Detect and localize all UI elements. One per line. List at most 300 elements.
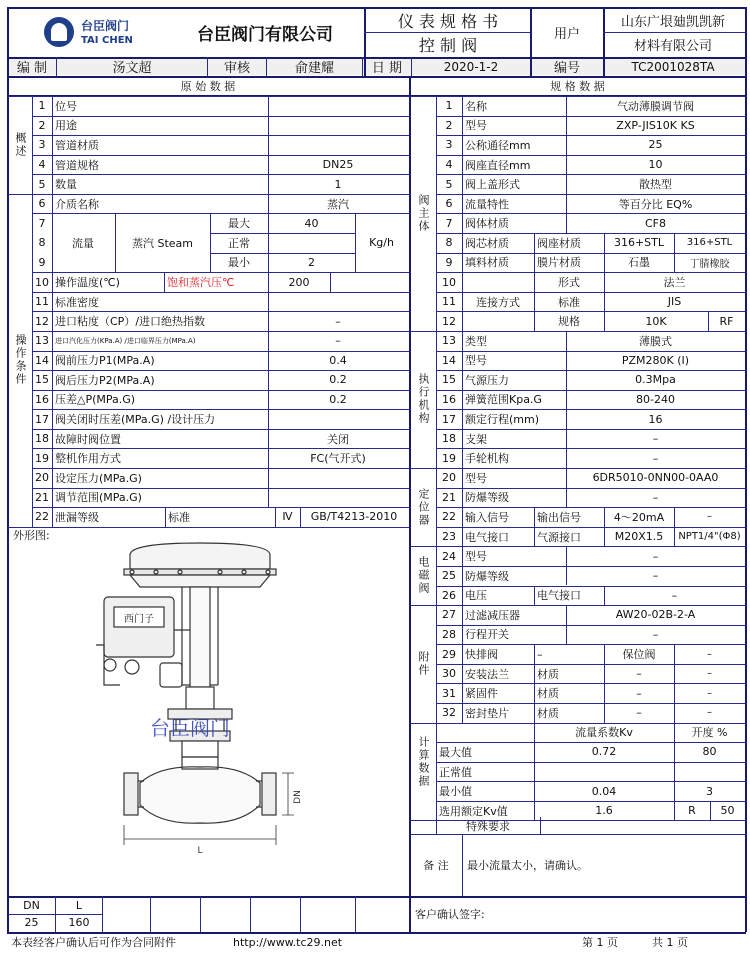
quad-b: 电气接口 [537,589,581,603]
row-value [268,409,408,429]
row-label: 流量特性 [465,197,509,211]
grid-vline [436,96,437,820]
grid-vline [150,896,151,932]
flow-sub-label: 最小 [228,256,250,270]
row-label: 防爆等级 [465,569,509,583]
row-label: 名称 [465,99,487,113]
actuator-top [130,543,270,569]
grid-vline [534,644,535,722]
quad-b: – [537,647,543,661]
row-number: 1 [445,99,453,113]
grid-vline [300,896,301,932]
flow-sub-label: 最大 [228,217,250,231]
remark-label: 备 注 [423,859,449,872]
footer-note: 本表经客户确认后可作为合同附件 [11,936,176,949]
quad-b: 输出信号 [537,510,581,524]
row-value: 0.4 [329,353,347,367]
footer-url[interactable]: http://www.tc29.net [233,935,343,949]
flow-value: 40 [304,216,319,230]
quad-a: 输入信号 [465,510,509,524]
outline-label: 外形图: [13,529,50,542]
calc-label: 最大值 [439,745,472,759]
grid-hline [410,468,745,469]
grid-hline [32,507,409,508]
company-name: 台臣阀门有限公司 [197,24,333,45]
group-solenoid: 电磁阀 [417,556,430,596]
grid-hline [410,896,745,898]
calc-label: 最小值 [439,785,472,799]
row-number: 13 [35,334,49,348]
grid-vline [165,507,166,527]
grid-hline [436,801,745,802]
quad-d: 316+STL [686,237,733,249]
row-value: – [652,627,659,641]
row-value: – [652,569,659,583]
grid-hline [603,32,745,33]
row-value: 0.3Mpa [635,373,676,387]
grid-hline [32,272,409,273]
flow-value: 2 [308,255,315,269]
leak-grade: Ⅳ [282,510,293,524]
row-label: 管道规格 [55,158,99,172]
r-value: 50 [720,804,735,818]
editor-name: 汤文超 [112,61,152,75]
grid-hline [436,429,745,430]
conn-value: 法兰 [663,276,686,289]
quad-d: – [707,668,712,680]
grid-hline [210,253,355,254]
grid-vline [55,896,56,932]
row-label: 过滤减压器 [465,608,520,622]
calc-kv [534,762,674,782]
quad-a: 安装法兰 [465,667,509,681]
group-conditions: 操作条件 [14,334,27,387]
grid-vline [710,801,711,821]
grid-vline [534,723,535,821]
flow-unit: Kg/h [369,236,394,250]
drawing-watermark: 台臣阀门 [150,716,230,740]
row-value: 16 [648,412,663,426]
row-label: 压差△P(MPa.G) [55,393,136,407]
row-number: 18 [35,432,49,446]
quad-b: 阀座材质 [537,236,581,250]
grid-vline [462,834,463,896]
quad-d: 丁腈橡胶 [689,258,730,270]
grid-vline [355,896,356,932]
row-number: 8 [445,236,453,250]
row-number: 1 [38,99,46,113]
row-label: 进口粘度（CP）/进口绝热指数 [55,315,206,329]
row-number: 13 [442,334,456,348]
row-number: 2 [445,118,453,132]
grid-hline [436,625,745,626]
grid-hline [7,76,746,78]
row-label: 型号 [465,354,487,368]
grid-hline [436,311,745,312]
row-value: AW20-02B-2-A [615,608,696,622]
grid-hline [32,116,409,117]
grid-vline [210,213,211,272]
quad-a: 密封垫片 [465,706,509,720]
row-number: 20 [35,471,49,485]
quad-a: 电气接口 [465,530,509,544]
row-label: 故障时阀位置 [55,432,121,446]
grid-hline [410,96,745,97]
sign-label: 客户确认签字: [415,908,485,921]
grid-hline [32,213,409,214]
row-label: 进口汽化压力(KPa.A) /进口临界压力(MPa.A) [55,336,196,345]
grid-hline [8,194,409,195]
row-number: 14 [442,353,456,367]
date-label: 日 期 [371,61,403,75]
grid-hline [436,762,745,763]
row-number: 22 [35,510,49,524]
row-value: 6DR5010-0NN00-0AA0 [592,471,719,485]
row-value [268,116,408,136]
grid-hline [436,174,745,175]
row-label: 阀体材质 [465,217,509,231]
row-number: 11 [442,295,456,309]
row-value: ZXP-JIS10K KS [616,118,695,132]
row-number: 3 [445,138,453,152]
grid-hline [436,351,745,352]
grid-hline [436,213,745,214]
row-number: 18 [442,432,456,446]
row-label: 额定行程(mm) [465,413,540,427]
grid-vline [603,7,605,76]
grid-hline [32,448,409,449]
conn-value: JIS [667,295,682,309]
row-value [268,292,408,312]
row-number: 16 [442,392,456,406]
calc-open: 3 [706,784,713,798]
row-value [268,135,408,155]
row-label: 类型 [465,334,487,348]
flow-medium: 蒸汽 Steam [131,236,193,250]
grid-hline [436,253,745,254]
row-label: 用途 [55,119,77,133]
grid-vline [462,96,463,723]
logo-cn: 台臣阀门 [81,18,130,33]
grid-hline [7,57,746,59]
leak-standard: GB/T4213-2010 [310,510,398,524]
grid-hline [8,896,409,898]
leak-label: 泄漏等级 [55,510,99,524]
grid-hline [436,448,745,449]
calc-kv: 0.04 [591,784,617,798]
row-number: 19 [35,451,49,465]
flow-label: 流量 [72,236,94,250]
left-flange [124,773,138,815]
grid-hline [32,311,409,312]
remark-text: 最小流量太小，请确认。 [467,859,588,872]
temp-value: 200 [288,275,310,289]
row-value: DN25 [322,158,354,172]
dim-val-l: 160 [68,916,90,929]
row-value: – [652,490,659,504]
row-value: 0.2 [329,373,347,387]
quad-a: 快排阀 [465,648,498,662]
quad-b: 材质 [537,687,559,701]
conn-label: 连接方式 [476,295,520,309]
row-number: 2 [38,118,46,132]
grid-hline [32,135,409,136]
conn-key: 规格 [558,315,580,329]
row-value [268,96,408,116]
grid-hline [436,644,745,645]
row-number: 31 [442,686,456,700]
grid-hline [410,820,745,821]
row-value [268,488,408,508]
grid-vline [566,331,567,507]
grid-vline [566,96,567,233]
row-value: 10 [648,158,663,172]
row-number: 5 [445,177,453,191]
grid-vline [534,586,535,606]
grid-hline [410,723,745,724]
row-number: 14 [35,353,49,367]
row-number: 17 [35,412,49,426]
row-value: 等百分比 EQ% [618,197,693,211]
date-value: 2020-1-2 [443,59,499,74]
grid-hline [410,331,745,332]
grid-vline [268,213,269,272]
grid-hline [436,566,745,567]
quad-b: 材质 [537,706,559,720]
drawing-actuator-tag: 西门子 [124,614,154,625]
row-number: 29 [442,647,456,661]
grid-hline [436,194,745,195]
row-label: 位号 [55,99,77,113]
grid-vline [534,233,535,331]
grid-vline [275,507,276,527]
logo [40,11,160,55]
kv-head: 流量系数Kv [575,726,633,740]
temp-note: 饱和蒸汽压℃ [167,276,235,289]
grid-hline [32,351,409,352]
grid-hline [436,664,745,665]
conn-value: 10K [645,314,667,328]
row-value [268,468,408,488]
grid-hline [410,605,745,606]
row-number: 6 [445,197,453,211]
grid-vline [436,817,437,834]
conn-extra: RF [719,314,734,328]
quad-c: 石墨 [628,256,650,270]
group-positioner: 定位器 [417,487,430,527]
row-value: 25 [648,138,663,152]
row-number: 21 [35,490,49,504]
conn-key: 标准 [558,295,580,309]
code-value: TC2001028TA [631,59,715,74]
grid-vline [674,507,675,546]
quad-c: 保位阀 [622,648,656,662]
quad-c: 316+STL [613,236,665,250]
grid-vline [355,213,356,272]
row-label: 型号 [465,471,487,485]
grid-vline [411,57,412,76]
row-number: 30 [442,667,456,681]
grid-vline [364,7,366,76]
grid-vline [207,57,208,76]
quad-c: – [671,588,678,602]
row-label: 气源压力 [465,373,509,387]
grid-hline [436,155,745,156]
row-number: 21 [442,490,456,504]
grid-hline [8,96,409,97]
row-number: 8 [38,236,46,250]
grid-hline [436,683,745,684]
grid-vline [115,213,116,272]
right-section-title: 规 格 数 据 [550,79,605,93]
row-number: 26 [442,588,456,602]
grid-vline [674,233,675,272]
row-number: 15 [442,373,456,387]
row-number: 10 [35,275,49,289]
grid-hline [436,390,745,391]
grid-vline [604,644,605,722]
leak-std-label: 标准 [168,510,190,524]
left-section-title: 原 始 数 据 [180,79,236,93]
row-number: 6 [38,197,46,211]
row-number: 12 [35,314,49,328]
row-number: 4 [445,158,453,172]
special-label: 特殊要求 [466,819,510,833]
grid-hline [32,409,409,410]
grid-vline [52,96,53,527]
row-value: – [335,314,341,328]
grid-hline [436,409,745,410]
grid-hline [32,488,409,489]
grid-hline [436,370,745,371]
grid-hline [436,586,745,587]
temp-label: 操作温度(℃) [55,276,120,289]
group-valve-body: 阀主体 [417,193,430,233]
svg-text:L: L [197,846,203,856]
grid-hline [436,507,745,508]
row-number: 27 [442,608,456,622]
grid-vline [604,586,605,606]
grid-hline [436,272,745,273]
grid-vline [566,605,567,644]
row-number: 17 [442,412,456,426]
grid-hline [32,468,409,469]
row-value: 0.2 [329,392,347,406]
row-number: 3 [38,138,46,152]
grid-hline [32,429,409,430]
user-label: 用户 [553,26,580,42]
grid-vline [566,546,567,585]
user-name-line1: 山东广垠廸凯凯新 [620,14,725,30]
grid-vline [266,57,267,76]
row-number: 23 [442,530,456,544]
row-label: 整机作用方式 [55,452,121,466]
row-number: 22 [442,510,456,524]
row-number: 10 [442,275,456,289]
quad-d: – [707,648,712,660]
logo-en: TAI CHEN [81,34,133,46]
grid-vline [530,7,532,76]
row-number: 19 [442,451,456,465]
row-value: 关闭 [327,432,349,446]
grid-vline [604,507,605,546]
row-label: 防爆等级 [465,491,509,505]
row-number: 12 [442,314,456,328]
quad-d: – [707,687,712,699]
row-label: 管道材质 [55,138,99,152]
drawing-dim-dn: DN [293,790,303,804]
row-value: PZM280K (I) [621,353,690,367]
actuator-bottom [130,575,270,587]
row-label: 手轮机构 [465,452,509,466]
footer-page: 第 1 页 [582,936,618,949]
footer-total: 共 1 页 [652,936,688,949]
row-number: 32 [442,706,456,720]
quad-c: – [636,706,642,720]
row-number: 7 [445,216,453,230]
quad-a: 紧固件 [465,687,498,701]
row-label: 设定压力(MPa.G) [55,471,142,485]
grid-vline [330,272,331,292]
quad-d: NPT1/4"(Φ8) [678,531,741,543]
grid-vline [745,7,747,932]
row-number: 7 [38,216,46,230]
group-calc: 计算数据 [417,735,430,788]
quad-c: – [636,667,642,681]
grid-hline [7,932,746,934]
grid-hline [32,155,409,156]
row-label: 支架 [465,432,487,446]
grid-hline [436,742,745,743]
calc-label: 正常值 [439,765,472,779]
row-number: 4 [38,158,46,172]
grid-hline [436,703,745,704]
row-label: 阀上盖形式 [465,178,520,192]
row-label: 阀关闭时压差(MPa.G) /设计压力 [55,413,216,427]
row-number: 11 [35,295,49,309]
dim-head-dn: DN [23,899,40,912]
grid-vline [56,57,57,76]
grid-hline [210,233,355,234]
editor-label: 编 制 [16,61,48,75]
quad-c: – [636,686,642,700]
grid-vline [534,507,535,546]
row-number: 20 [442,471,456,485]
grid-hline [32,331,409,332]
group-accessory: 附件 [417,650,430,677]
calc-open [674,762,745,782]
row-value: 1 [334,177,342,191]
grid-vline [164,272,165,292]
row-value: 薄膜式 [639,334,672,348]
grid-vline [540,817,541,834]
row-value: – [652,451,659,465]
grid-vline [674,723,675,821]
row-value: 气动薄膜调节阀 [617,99,694,113]
row-label: 阀后压力P2(MPa.A) [55,373,155,387]
grid-vline [250,896,251,932]
grid-hline [364,32,530,33]
rated-value: 1.6 [595,804,613,818]
grid-hline [32,370,409,371]
row-value: CF8 [644,216,666,230]
code-label: 编号 [553,61,580,75]
valve-body [140,767,260,823]
rated-label: 选用额定Kv值 [439,804,508,818]
quad-a: 填料材质 [465,256,509,270]
row-value: FC(气开式) [310,452,366,466]
grid-vline [409,76,411,932]
